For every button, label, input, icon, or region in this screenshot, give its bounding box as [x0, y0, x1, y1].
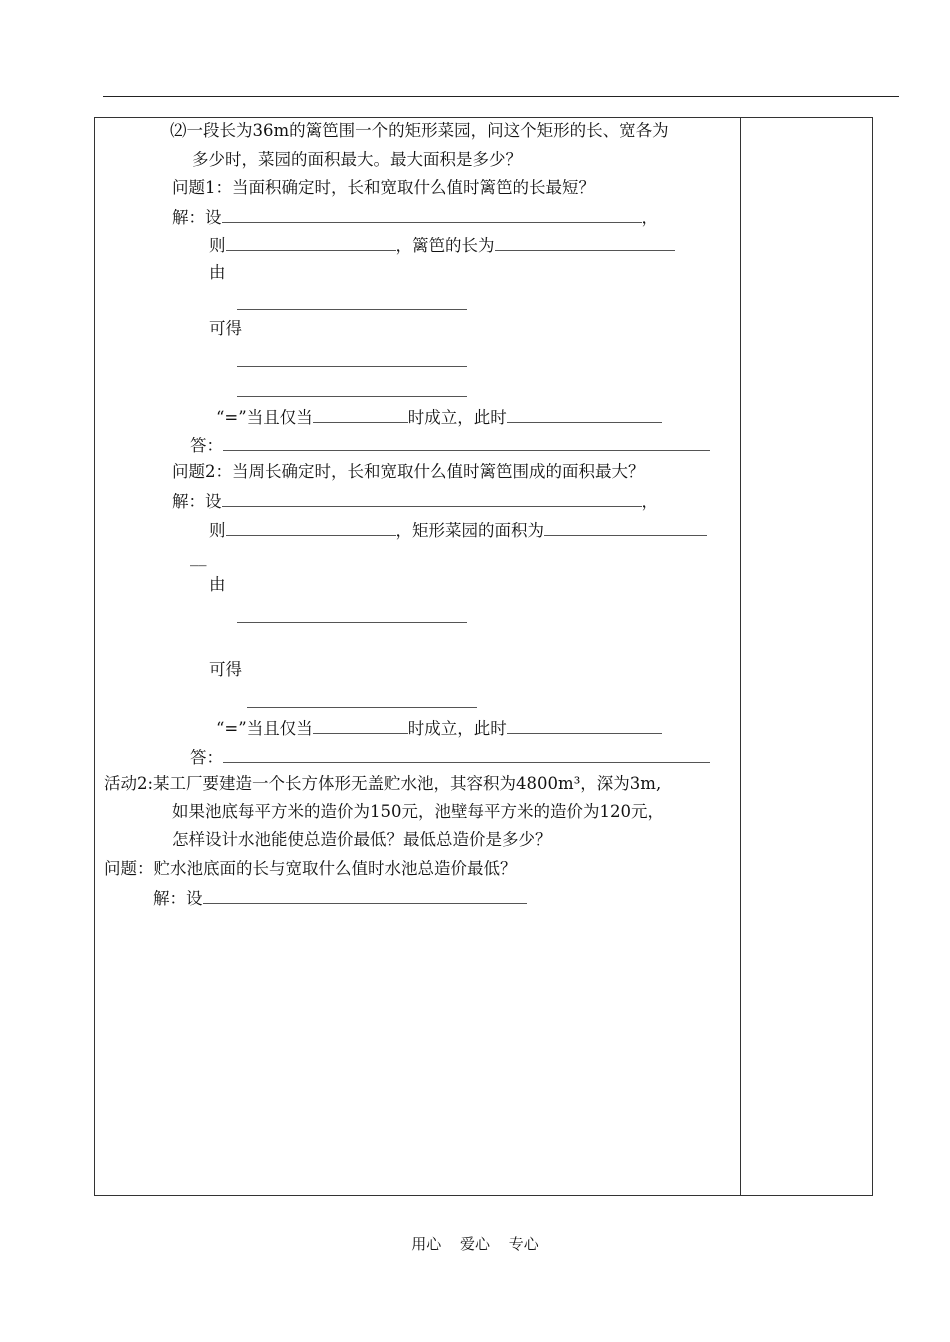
- q1-gives-blank-1[interactable]: [237, 366, 467, 367]
- q2-then-label: 则: [209, 521, 226, 540]
- activity-2-solve-row: [153, 886, 527, 910]
- q1-fence-length-label: ，篱笆的长为: [395, 236, 495, 255]
- activity-2-question: 问题：贮水池底面的长与宽取什么值时水池总造价最低？: [104, 859, 517, 878]
- q2-let-blank[interactable]: [222, 489, 642, 507]
- q1-answer-blank[interactable]: [223, 433, 710, 451]
- q2-wrap-dash: __: [190, 547, 207, 566]
- question-2: 问题2：当周长确定时，长和宽取什么值时篱笆围成的面积最大？: [172, 462, 645, 481]
- q1-eq-condition-blank[interactable]: [313, 405, 408, 423]
- q2-eq-condition-blank[interactable]: [313, 716, 408, 734]
- header-rule: [103, 96, 899, 97]
- q2-eq-result-blank[interactable]: [507, 716, 662, 734]
- q2-solve-label: 解：设: [172, 492, 222, 511]
- q2-eq-mid: 时成立，此时: [407, 719, 507, 738]
- q2-answer-blank[interactable]: [223, 745, 710, 763]
- problem-title-line1: ⑵一段长为36m的篱笆围一个的矩形菜园，问这个矩形的长、宽各为: [170, 121, 669, 140]
- page-footer: [0, 1233, 950, 1254]
- q2-gives-label: 可得: [209, 660, 242, 679]
- q1-let-blank[interactable]: [222, 205, 642, 223]
- q2-comma: ，: [641, 492, 658, 511]
- q1-eq-prefix: “=”当且仅当: [216, 408, 313, 427]
- q1-answer-label: 答：: [190, 436, 223, 455]
- q2-equality-row: [216, 716, 662, 740]
- q2-from-blank[interactable]: [237, 622, 467, 623]
- q1-fence-length-blank[interactable]: [495, 233, 675, 251]
- q2-eq-prefix: “=”当且仅当: [216, 719, 313, 738]
- q1-answer-row: [190, 433, 710, 457]
- q1-eq-mid: 时成立，此时: [407, 408, 507, 427]
- activity-2-line2: 如果池底每平方米的造价为150元，池壁每平方米的造价为120元，: [172, 802, 664, 821]
- q1-comma: ，: [641, 208, 658, 227]
- activity-2-let-blank[interactable]: [203, 886, 527, 904]
- footer-item-yongxin: 用心: [411, 1235, 442, 1253]
- activity-2-line1: 活动2:某工厂要建造一个长方体形无盖贮水池，其容积为4800m³，深为3m,: [104, 774, 662, 793]
- q1-from-blank[interactable]: [237, 309, 467, 310]
- q1-solve-row: [172, 205, 658, 229]
- q2-then-blank[interactable]: [226, 518, 396, 536]
- activity-2-line3: 怎样设计水池能使总造价最低？最低总造价是多少？: [172, 830, 552, 849]
- q1-then-blank[interactable]: [226, 233, 396, 251]
- q1-from-label: 由: [209, 263, 226, 282]
- q2-from-label: 由: [209, 575, 226, 594]
- notes-column-divider: [740, 117, 741, 1196]
- q2-area-blank[interactable]: [544, 518, 707, 536]
- activity-2-solve-label: 解：设: [153, 889, 203, 908]
- q2-answer-label: 答：: [190, 748, 223, 767]
- question-1: 问题1：当面积确定时，长和宽取什么值时篱笆的长最短？: [172, 178, 595, 197]
- q1-eq-result-blank[interactable]: [507, 405, 662, 423]
- q1-gives-blank-2[interactable]: [237, 396, 467, 397]
- q1-gives-label: 可得: [209, 319, 242, 338]
- q2-area-label: ，矩形菜园的面积为: [395, 521, 544, 540]
- q2-answer-row: [190, 745, 710, 769]
- q2-gives-blank[interactable]: [247, 707, 477, 708]
- q1-then-row: [209, 233, 675, 257]
- q2-solve-row: [172, 489, 658, 513]
- footer-item-zhuanxin: 专心: [508, 1235, 539, 1253]
- footer-item-aixin: 爱心: [459, 1235, 490, 1253]
- q1-equality-row: [216, 405, 662, 429]
- problem-title-line2: 多少时，菜园的面积最大。最大面积是多少？: [192, 150, 522, 169]
- q1-solve-label: 解：设: [172, 208, 222, 227]
- q2-then-row: [209, 518, 707, 542]
- q1-then-label: 则: [209, 236, 226, 255]
